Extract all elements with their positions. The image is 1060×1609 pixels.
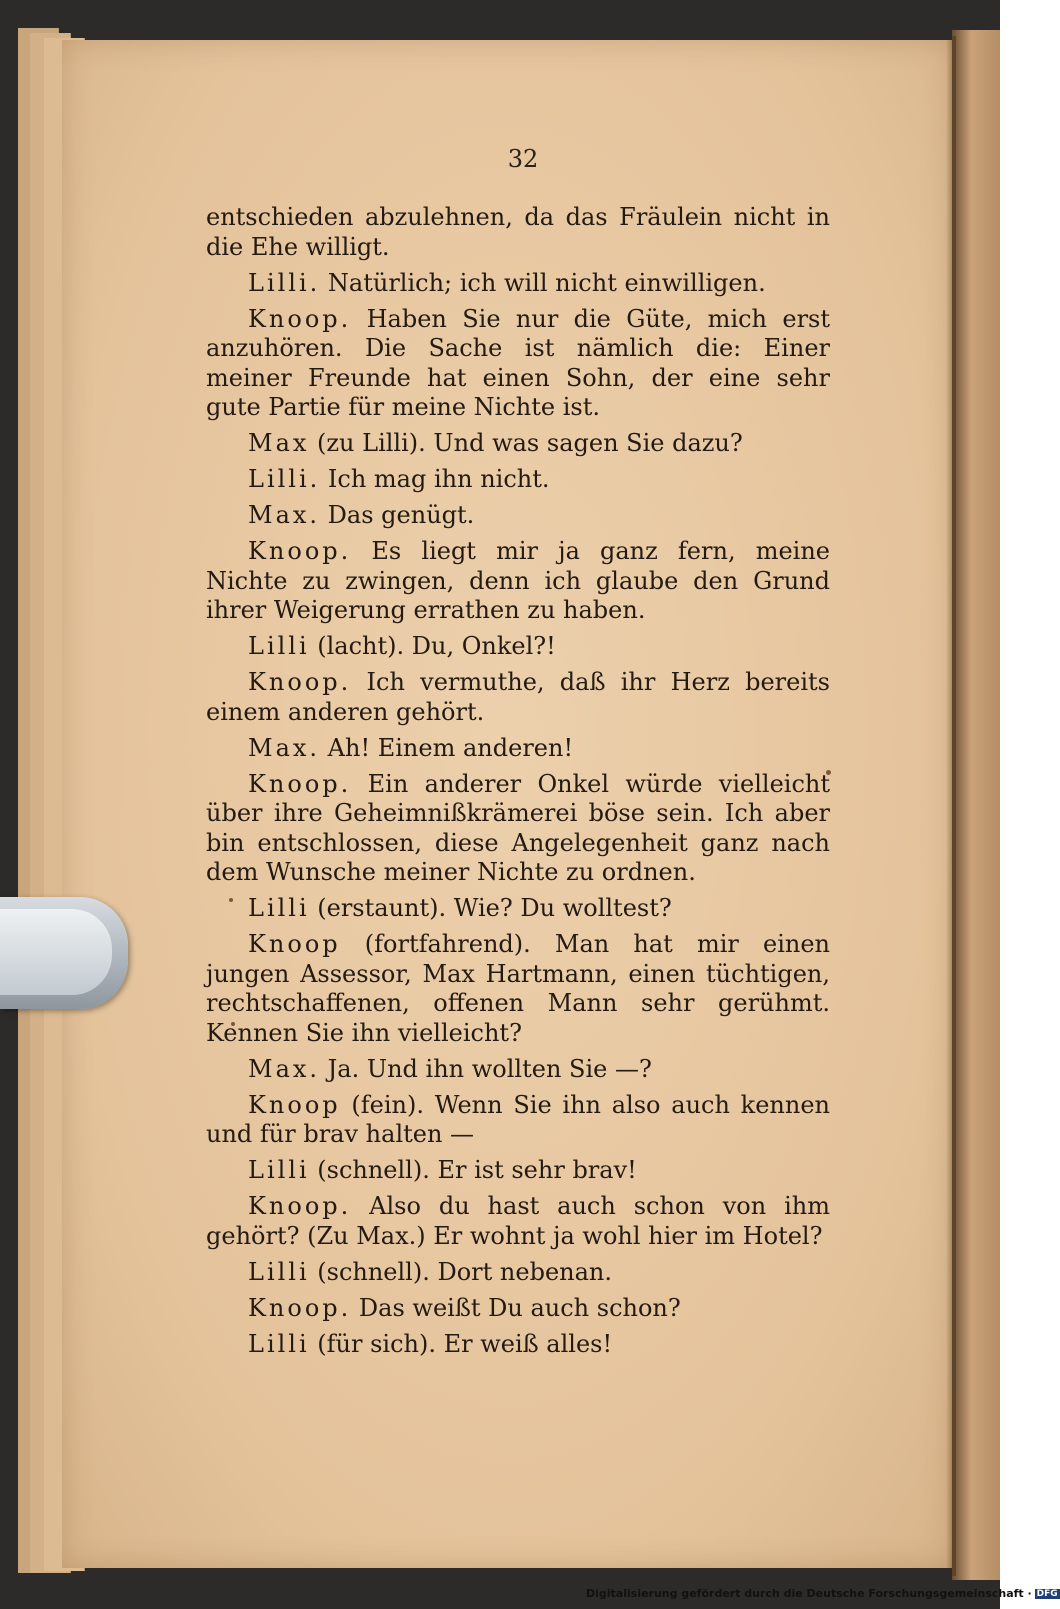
dialogue-paragraph [206, 203, 830, 262]
speaker-name: Lilli. [248, 268, 321, 297]
speaker-name: Lilli [248, 1156, 310, 1184]
speaker-name: Knoop. [248, 1192, 352, 1220]
speaker-name: Max. [248, 1054, 321, 1083]
speaker-name: Lilli [248, 1329, 310, 1358]
dialogue-text: Ich mag ihn nicht. [320, 465, 550, 493]
dialogue-paragraph [206, 1294, 830, 1324]
dialogue-paragraph [206, 632, 830, 662]
speaker-name: Knoop. [248, 537, 352, 565]
dialogue-paragraph [206, 734, 830, 764]
dialogue-text: Das genügt. [320, 501, 475, 529]
dialogue-text: (für sich). Er weiß alles! [309, 1329, 613, 1358]
dialogue-text: Ich vermuthe, daß ihr Herz bereits einem anderen gehört. [206, 668, 830, 726]
dialogue-text: entschieden abzulehnen, da das Fräulein nicht in die Ehe willigt. [206, 203, 830, 261]
dialogue-paragraph [206, 465, 830, 495]
speaker-name: Lilli [248, 1257, 310, 1286]
dialogue-paragraph [206, 770, 830, 888]
speaker-name: Lilli [248, 894, 310, 922]
dialogue-text: Ein anderer Onkel würde vielleicht über ihre Geheimnißkrämerei böse sein. Ich aber bin entschlossen, diese Angelegenheit ganz nach dem Wunsche meiner Nichte zu ordnen. [206, 769, 830, 886]
speaker-name: Knoop [248, 1090, 341, 1119]
dialogue-paragraph [206, 894, 830, 924]
dialogue-paragraph [206, 1091, 830, 1150]
dialogue-text: Es liegt mir ja ganz fern, meine Nichte zu zwingen, denn ich glaube den Grund ihrer Weigerung errathen zu haben. [206, 537, 830, 624]
facing-page-edge [952, 30, 1000, 1580]
dialogue-text: (schnell). Dort nebenan. [309, 1257, 612, 1286]
credit-text: Digitalisierung gefördert durch die Deutsche Forschungsgemeinschaft · [586, 1587, 1032, 1600]
dialogue-paragraph [206, 1330, 830, 1360]
book-gutter [946, 36, 956, 1576]
bookmark-clip [0, 897, 128, 1009]
dialogue-text: Haben Sie nur die Güte, mich erst anzuhören. Die Sache ist nämlich die: Einer meiner Freunde hat einen Sohn, der eine sehr gute Partie für meine Nichte ist. [206, 304, 830, 421]
dialogue-text: Ja. Und ihn wollten Sie —? [320, 1054, 652, 1083]
dialogue-text: Natürlich; ich will nicht einwilligen. [320, 268, 766, 297]
dialogue-text: (zu Lilli). Und was sagen Sie dazu? [309, 429, 743, 457]
dialogue-paragraph [206, 269, 830, 299]
page-number: 32 [507, 145, 539, 173]
speaker-name: Knoop. [248, 304, 352, 333]
speaker-name: Lilli [248, 632, 310, 660]
play-text [206, 203, 830, 1366]
speaker-name: Max. [248, 733, 321, 762]
speaker-name: Max. [248, 501, 321, 529]
dialogue-paragraph [206, 1055, 830, 1085]
bookmark-clip-highlight [0, 909, 112, 995]
speaker-name: Lilli. [248, 465, 321, 493]
speaker-name: Max [248, 429, 310, 457]
dialogue-text: (lacht). Du, Onkel?! [309, 632, 556, 660]
dialogue-paragraph [206, 1156, 830, 1186]
dialogue-paragraph [206, 429, 830, 459]
dialogue-paragraph [206, 1258, 830, 1288]
dfg-logo: DFG [1036, 1589, 1058, 1599]
dialogue-paragraph [206, 930, 830, 1048]
speaker-name: Knoop. [248, 1293, 352, 1322]
speaker-name: Knoop. [248, 769, 352, 798]
dialogue-paragraph [206, 305, 830, 423]
dialogue-paragraph [206, 501, 830, 531]
digitization-credit [586, 1587, 1060, 1600]
dialogue-text: Ah! Einem anderen! [320, 733, 574, 762]
dialogue-text: (erstaunt). Wie? Du wolltest? [309, 894, 672, 922]
dialogue-paragraph [206, 537, 830, 626]
dialogue-paragraph [206, 1192, 830, 1251]
dialogue-text: Also du hast auch schon von ihm gehört? (Zu Max.) Er wohnt ja wohl hier im Hotel? [206, 1192, 830, 1250]
dialogue-text: (schnell). Er ist sehr brav! [309, 1156, 637, 1184]
speaker-name: Knoop. [248, 668, 352, 696]
dialogue-text: Das weißt Du auch schon? [351, 1293, 681, 1322]
dialogue-text: (fein). Wenn Sie ihn also auch kennen und für brav halten — [206, 1090, 830, 1148]
speaker-name: Knoop [248, 930, 341, 958]
dialogue-text: (fortfahrend). Man hat mir einen jungen Assessor, Max Hartmann, einen tüchtigen, rechtschaffenen, offenen Mann sehr gerühmt. Kennen Sie ihn vielleicht? [206, 930, 830, 1047]
dialogue-paragraph [206, 668, 830, 727]
